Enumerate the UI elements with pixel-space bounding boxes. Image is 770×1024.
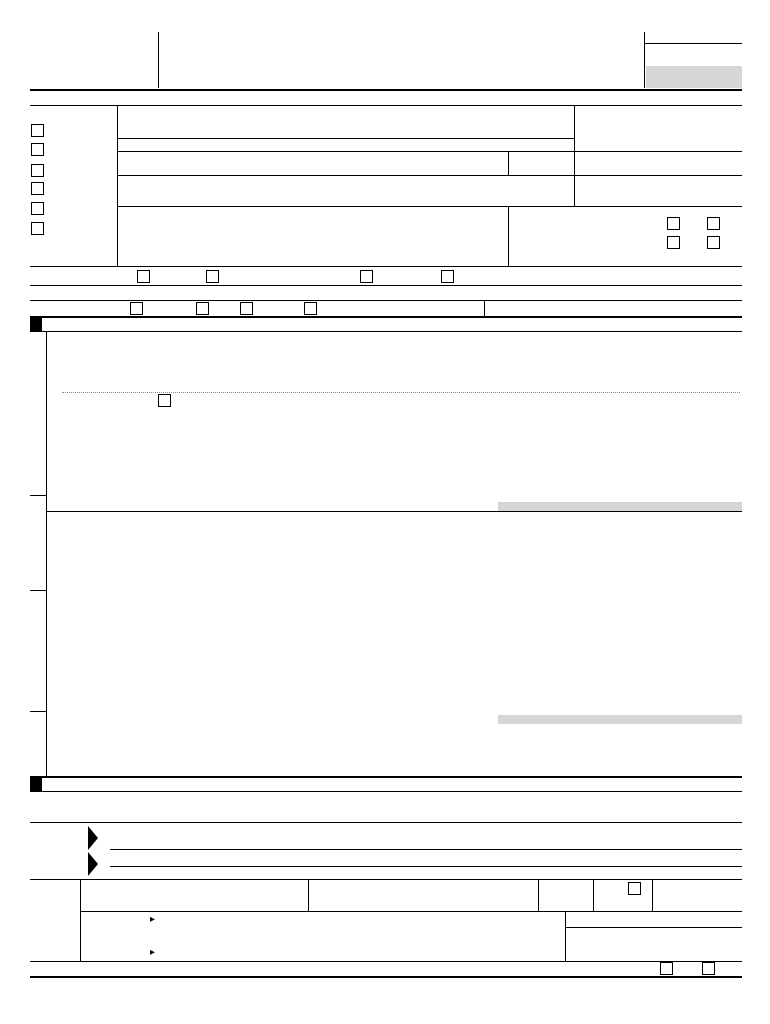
corporation-checkbox[interactable]: [130, 302, 143, 315]
ha-yes-checkbox[interactable]: [667, 217, 680, 230]
trust-checkbox[interactable]: [196, 302, 209, 315]
4947-checkbox[interactable]: [360, 270, 373, 283]
name-change-checkbox[interactable]: [31, 143, 44, 156]
self-employed-checkbox[interactable]: [628, 882, 641, 895]
501c-checkbox[interactable]: [206, 270, 219, 283]
line2-checkbox[interactable]: [158, 394, 171, 407]
hb-no-checkbox[interactable]: [707, 236, 720, 249]
application-pending-checkbox[interactable]: [31, 222, 44, 235]
ha-no-checkbox[interactable]: [707, 217, 720, 230]
other-checkbox[interactable]: [304, 302, 317, 315]
discuss-no-checkbox[interactable]: [702, 962, 715, 975]
association-checkbox[interactable]: [240, 302, 253, 315]
527-checkbox[interactable]: [441, 270, 454, 283]
amended-return-checkbox[interactable]: [31, 202, 44, 215]
501c3-checkbox[interactable]: [137, 270, 150, 283]
part1-label: [30, 318, 42, 331]
discuss-yes-checkbox[interactable]: [660, 962, 673, 975]
hb-yes-checkbox[interactable]: [667, 236, 680, 249]
part2-label: [30, 778, 42, 791]
address-change-checkbox[interactable]: [31, 124, 44, 137]
initial-return-checkbox[interactable]: [31, 164, 44, 177]
final-return-checkbox[interactable]: [31, 182, 44, 195]
